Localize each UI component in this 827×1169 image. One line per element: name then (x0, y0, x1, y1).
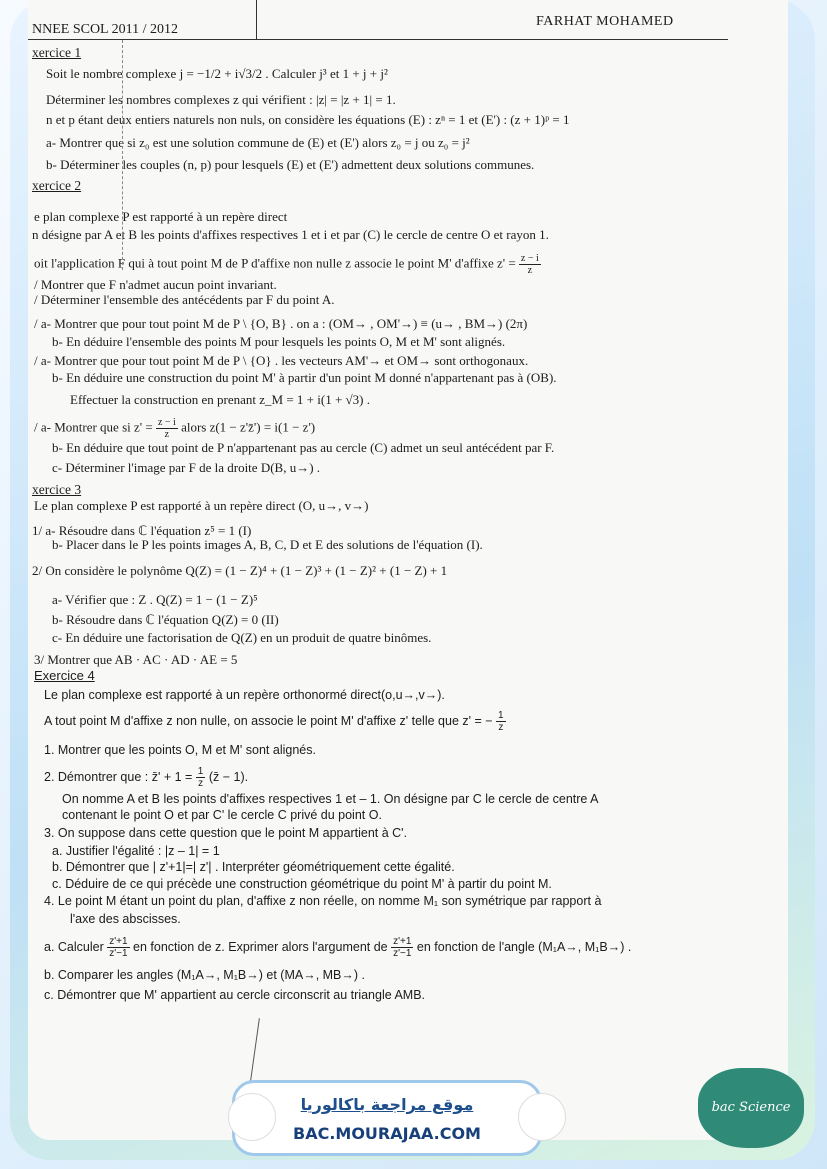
exam-sheet (28, 0, 788, 1140)
ex1-line: Soit le nombre complexe j = −1/2 + i√3/2 . Calculer j³ et 1 + j + j² (46, 66, 388, 81)
footer-site-url[interactable]: BAC.MOURAJAA.COM (293, 1124, 481, 1143)
exercise-3-title: xercice 3 (32, 482, 82, 497)
ex2-line: Effectuer la construction en prenant z_M = 1 + i(1 + √3) . (70, 392, 370, 407)
exercise-1-title: xercice 1 (32, 45, 82, 60)
ex2-line: b- En déduire l'ensemble des points M pour lesquels les points O, M et M' sont alignés. (52, 334, 506, 349)
ex1-line: n et p étant deux entiers naturels non nuls, on considère les équations (E) : zⁿ = 1 et (E') : (z + 1)ᵖ = 1 (46, 112, 570, 127)
ex3-line: a- Vérifier que : Z . Q(Z) = 1 − (1 − Z)⁵ (52, 592, 258, 607)
ex4-line: a. Calculer $\frac{z'+1}{z'-1}$ en fonction de z. Exprimer alors l'argument de $\frac{z'+1}{z'-1}$ en fonction de l'angle (M₁A→, M₁B→) . (44, 936, 632, 959)
footer-banner[interactable] (232, 1080, 542, 1156)
ex4-line: c. Déduire de ce qui précède une construction géométrique du point M' à partir du point M. (52, 877, 552, 891)
ex4-line: b. Comparer les angles (M₁A→, M₁B→) et (MA→, MB→) . (44, 968, 365, 982)
ex3-line: b- Résoudre dans ℂ l'équation Q(Z) = 0 (II) (52, 612, 279, 627)
ex2-line: e plan complexe P est rapporté à un repère direct (34, 209, 288, 224)
fold-mark (122, 40, 123, 270)
ex4-line: 1. Montrer que les points O, M et M' sont alignés. (44, 743, 316, 757)
ex4-line: b. Démontrer que | z'+1|=| z'| . Interpréter géométriquement cette égalité. (52, 860, 455, 874)
bac-science-badge: bac Science (698, 1068, 804, 1148)
ex4-line: c. Démontrer que M' appartient au cercle circonscrit au triangle AMB. (44, 988, 426, 1002)
ex3-line: 1/ a- Résoudre dans ℂ l'équation z⁵ = 1 (I) (32, 523, 252, 538)
ex2-line: / a- Montrer que pour tout point M de P \ {O, B} . on a : (OM→ , OM'→) ≡ (u→ , BM→) (2π) (34, 316, 528, 331)
ex2-line: c- Déterminer l'image par F de la droite D(B, u→) . (52, 460, 321, 475)
school-year: NNEE SCOL 2011 / 2012 (32, 22, 178, 37)
ex4-line: On nomme A et B les points d'affixes respectives 1 et – 1. On désigne par C le cercle de centre A (62, 792, 599, 806)
exercise-2-title: xercice 2 (32, 178, 82, 193)
ex4-line: 4. Le point M étant un point du plan, d'affixe z non réelle, on nomme M₁ son symétrique par rapport à (44, 894, 602, 908)
ex4-line: 3. On suppose dans cette question que le point M appartient à C'. (44, 826, 408, 840)
ex2-line: b- En déduire une construction du point M' à partir d'un point M donné n'appartenant pas à (OB). (52, 370, 557, 385)
ex4-line: contenant le point O et par C' le cercle C privé du point O. (62, 808, 382, 822)
ex2-line: b- En déduire que tout point de P n'appartenant pas au cercle (C) admet un seul antécédent par F. (52, 440, 555, 455)
teacher-name: FARHAT MOHAMED (536, 14, 674, 29)
ex2-line: / a- Montrer que pour tout point M de P \ {O} . les vecteurs AM'→ et OM→ sont orthogonaux. (34, 353, 529, 368)
ex3-line: Le plan complexe P est rapporté à un repère direct (O, u→, v→) (34, 498, 369, 513)
header-box (28, 0, 728, 40)
ex4-line: l'axe des abscisses. (70, 912, 181, 926)
ex4-line: 2. Démontrer que : z̄' + 1 = $\frac{1}{z}$ (z̄ − 1). (44, 766, 249, 789)
exercise-4-title: Exercice 4 (34, 668, 95, 683)
ex3-line: 2/ On considère le polynôme Q(Z) = (1 − Z)⁴ + (1 − Z)³ + (1 − Z)² + (1 − Z) + 1 (32, 563, 448, 578)
footer-site-name[interactable]: موقع مراجعة باكالوريا (300, 1095, 474, 1114)
ex3-line: c- En déduire une factorisation de Q(Z) en un produit de quatre binômes. (52, 630, 432, 645)
ex3-line: 3/ Montrer que AB · AC · AD · AE = 5 (34, 652, 238, 667)
ex4-line: a. Justifier l'égalité : |z – 1| = 1 (52, 844, 220, 858)
ex2-line: / Montrer que F n'admet aucun point invariant. (34, 277, 277, 292)
ex2-line: / Déterminer l'ensemble des antécédents par F du point A. (34, 292, 335, 307)
ex1-line: a- Montrer que si z₀ est une solution commune de (E) et (E') alors z₀ = j ou z₀ = j² (46, 135, 470, 150)
ex3-line: b- Placer dans le P les points images A, B, C, D et E des solutions de l'équation (I). (52, 537, 483, 552)
ex2-line: oit l'application F qui à tout point M de P d'affixe non nulle z associe le point M' d'affixe z' = $\frac{z - i}{z}$ (34, 253, 539, 276)
ex2-line: / a- Montrer que si z' = $\frac{z - i}{z}$ alors z(1 − z'z̄') = i(1 − z') (34, 417, 316, 440)
ex4-line: Le plan complexe est rapporté à un repère orthonormé direct(o,u→,v→). (44, 688, 445, 702)
ex1-line: b- Déterminer les couples (n, p) pour lesquels (E) et (E') admettent deux solutions communes. (46, 157, 535, 172)
ex1-line: Déterminer les nombres complexes z qui vérifient : |z| = |z + 1| = 1. (46, 92, 396, 107)
pen-mark (249, 1018, 260, 1087)
ex4-line: A tout point M d'affixe z non nulle, on associe le point M' d'affixe z' telle que z' = − $\frac{1}{z}$ (44, 710, 504, 733)
ex2-line: n désigne par A et B les points d'affixes respectives 1 et i et par (C) le cercle de centre O et rayon 1. (32, 227, 549, 242)
